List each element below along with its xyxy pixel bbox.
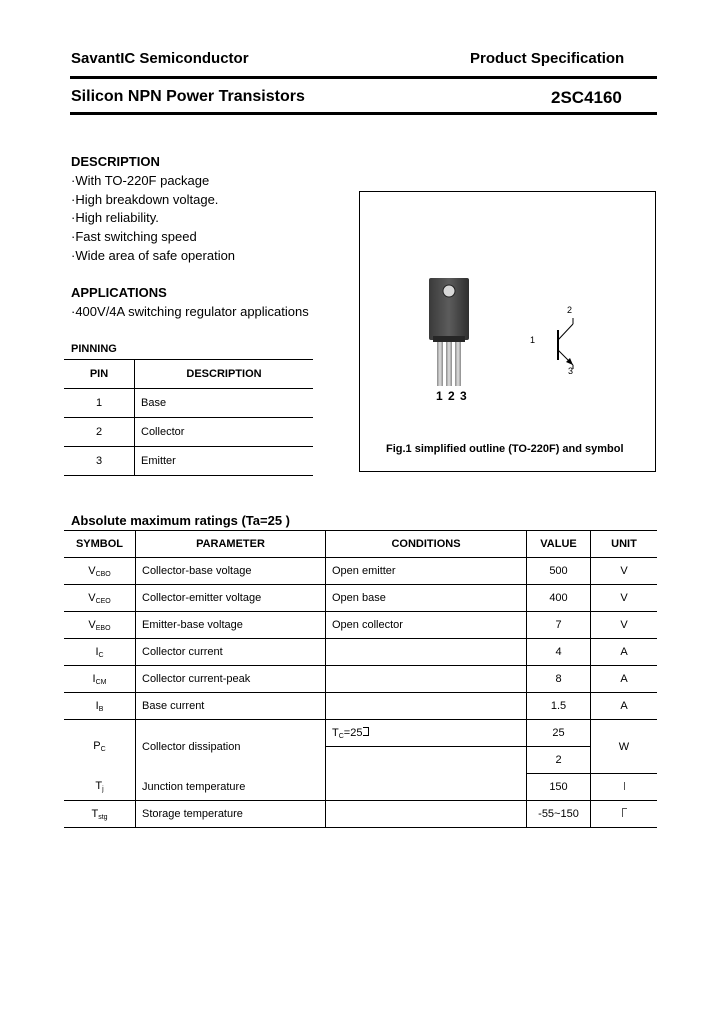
table-row xyxy=(64,418,313,447)
table-row xyxy=(64,585,657,612)
value-cell: 2 xyxy=(527,747,591,774)
symbol-cell xyxy=(64,801,136,828)
condition-symbol: T xyxy=(332,726,339,739)
package-pin-numbers: 1 2 3 xyxy=(436,389,468,403)
conditions-cell xyxy=(326,774,527,801)
symbol-cell xyxy=(64,612,136,639)
pin-header: PIN xyxy=(64,360,135,389)
pin-number: 1 xyxy=(64,389,135,418)
parameter-cell: Collector-emitter voltage xyxy=(136,585,326,612)
value-cell: 400 xyxy=(527,585,591,612)
conditions-cell xyxy=(326,720,527,747)
symbol-letter: I xyxy=(95,699,99,712)
part-number: 2SC4160 xyxy=(551,88,622,107)
description-item: ·High reliability. xyxy=(71,210,159,225)
description-item: ·Wide area of safe operation xyxy=(71,248,236,263)
parameter-cell: Collector dissipation xyxy=(136,720,326,774)
value-cell: 4 xyxy=(527,639,591,666)
table-row xyxy=(64,693,657,720)
ratings-title: Absolute maximum ratings (Ta=25 ) xyxy=(71,513,291,528)
conditions-cell xyxy=(326,693,527,720)
table-row xyxy=(64,447,313,476)
to220f-package-drawing xyxy=(420,272,500,402)
conditions-cell xyxy=(326,747,527,774)
unit-cell: A xyxy=(591,639,658,666)
table-row xyxy=(64,612,657,639)
unit-glyph xyxy=(624,782,625,790)
pin-number: 2 xyxy=(64,418,135,447)
parameter-cell: Emitter-base voltage xyxy=(136,612,326,639)
absolute-maximum-ratings-table xyxy=(64,530,657,828)
pin-description-header: DESCRIPTION xyxy=(135,360,314,389)
symbol-cell xyxy=(64,774,136,801)
symbol-letter: T xyxy=(91,807,99,820)
header-rule-bottom xyxy=(70,112,657,115)
symbol-letter: I xyxy=(92,672,96,685)
symbol-cell xyxy=(64,558,136,585)
parameter-cell: Junction temperature xyxy=(136,774,326,801)
degree-symbol-box xyxy=(363,727,369,736)
description-item: ·Fast switching speed xyxy=(71,229,197,244)
pinning-title: PINNING xyxy=(71,343,117,355)
conditions-cell: Open base xyxy=(326,585,527,612)
product-line: Silicon NPN Power Transistors xyxy=(71,88,305,105)
description-item: ·High breakdown voltage. xyxy=(71,192,219,207)
table-row xyxy=(64,720,657,747)
symbol-subscript: stg xyxy=(98,813,108,821)
symbol-subscript: EBO xyxy=(95,624,111,632)
table-row xyxy=(64,639,657,666)
value-cell: 500 xyxy=(527,558,591,585)
unit-header: UNIT xyxy=(591,531,658,558)
conditions-cell xyxy=(326,666,527,693)
table-header-row xyxy=(64,531,657,558)
table-row xyxy=(64,666,657,693)
symbol-cell xyxy=(64,666,136,693)
value-cell: -55~150 xyxy=(527,801,591,828)
description-item: ·With TO-220F package xyxy=(71,173,210,188)
document-type: Product Specification xyxy=(470,50,625,67)
parameter-cell: Base current xyxy=(136,693,326,720)
symbol-cell xyxy=(64,639,136,666)
pin-description: Base xyxy=(135,389,314,418)
unit-cell xyxy=(591,774,658,801)
symbol-subscript: C xyxy=(98,651,104,659)
unit-cell: V xyxy=(591,612,658,639)
unit-cell: V xyxy=(591,585,658,612)
pinning-table xyxy=(64,359,313,476)
condition-subscript: C xyxy=(338,732,344,740)
unit-glyph xyxy=(622,808,627,817)
symbol-subscript: CEO xyxy=(95,597,111,605)
table-row xyxy=(64,774,657,801)
table-row xyxy=(64,801,657,828)
company-name: SavantIC Semiconductor xyxy=(71,50,249,67)
parameter-cell: Storage temperature xyxy=(136,801,326,828)
symbol-header: SYMBOL xyxy=(64,531,136,558)
value-cell: 7 xyxy=(527,612,591,639)
table-row xyxy=(64,558,657,585)
figure-box xyxy=(359,191,656,472)
symbol-letter: V xyxy=(88,591,96,604)
pin-number: 3 xyxy=(64,447,135,476)
unit-cell xyxy=(591,801,658,828)
value-cell: 150 xyxy=(527,774,591,801)
pin-description: Collector xyxy=(135,418,314,447)
unit-cell: A xyxy=(591,666,658,693)
symbol-subscript: CBO xyxy=(95,570,111,578)
conditions-cell: Open collector xyxy=(326,612,527,639)
symbol-label-emitter: 3 xyxy=(568,366,574,376)
symbol-letter: P xyxy=(93,740,101,753)
application-item: ·400V/4A switching regulator applications xyxy=(71,304,309,319)
value-cell: 25 xyxy=(527,720,591,747)
unit-cell: A xyxy=(591,693,658,720)
pin-description: Emitter xyxy=(135,447,314,476)
parameter-cell: Collector current-peak xyxy=(136,666,326,693)
description-title: DESCRIPTION xyxy=(71,154,160,169)
value-header: VALUE xyxy=(527,531,591,558)
conditions-cell xyxy=(326,801,527,828)
value-cell: 8 xyxy=(527,666,591,693)
symbol-subscript: B xyxy=(98,705,104,713)
symbol-letter: I xyxy=(95,645,99,658)
symbol-letter: T xyxy=(95,780,103,793)
applications-title: APPLICATIONS xyxy=(71,285,167,300)
value-cell: 1.5 xyxy=(527,693,591,720)
table-row xyxy=(64,389,313,418)
symbol-letter: V xyxy=(88,618,96,631)
header-rule-top xyxy=(70,76,657,79)
figure-caption: Fig.1 simplified outline (TO-220F) and symbol xyxy=(386,443,624,455)
npn-transistor-symbol xyxy=(540,302,610,382)
symbol-letter: V xyxy=(88,564,96,577)
unit-cell: W xyxy=(591,720,658,774)
unit-cell: V xyxy=(591,558,658,585)
symbol-subscript: j xyxy=(102,786,104,794)
conditions-cell: Open emitter xyxy=(326,558,527,585)
conditions-header: CONDITIONS xyxy=(326,531,527,558)
condition-value: =25 xyxy=(343,726,363,739)
symbol-label-base: 1 xyxy=(530,335,536,345)
symbol-subscript: C xyxy=(100,746,106,754)
parameter-cell: Collector current xyxy=(136,639,326,666)
table-header-row xyxy=(64,360,313,389)
symbol-cell xyxy=(64,720,136,774)
symbol-cell xyxy=(64,693,136,720)
parameter-cell: Collector-base voltage xyxy=(136,558,326,585)
conditions-cell xyxy=(326,639,527,666)
symbol-cell xyxy=(64,585,136,612)
parameter-header: PARAMETER xyxy=(136,531,326,558)
symbol-label-collector: 2 xyxy=(567,305,573,315)
symbol-subscript: CM xyxy=(95,678,107,686)
